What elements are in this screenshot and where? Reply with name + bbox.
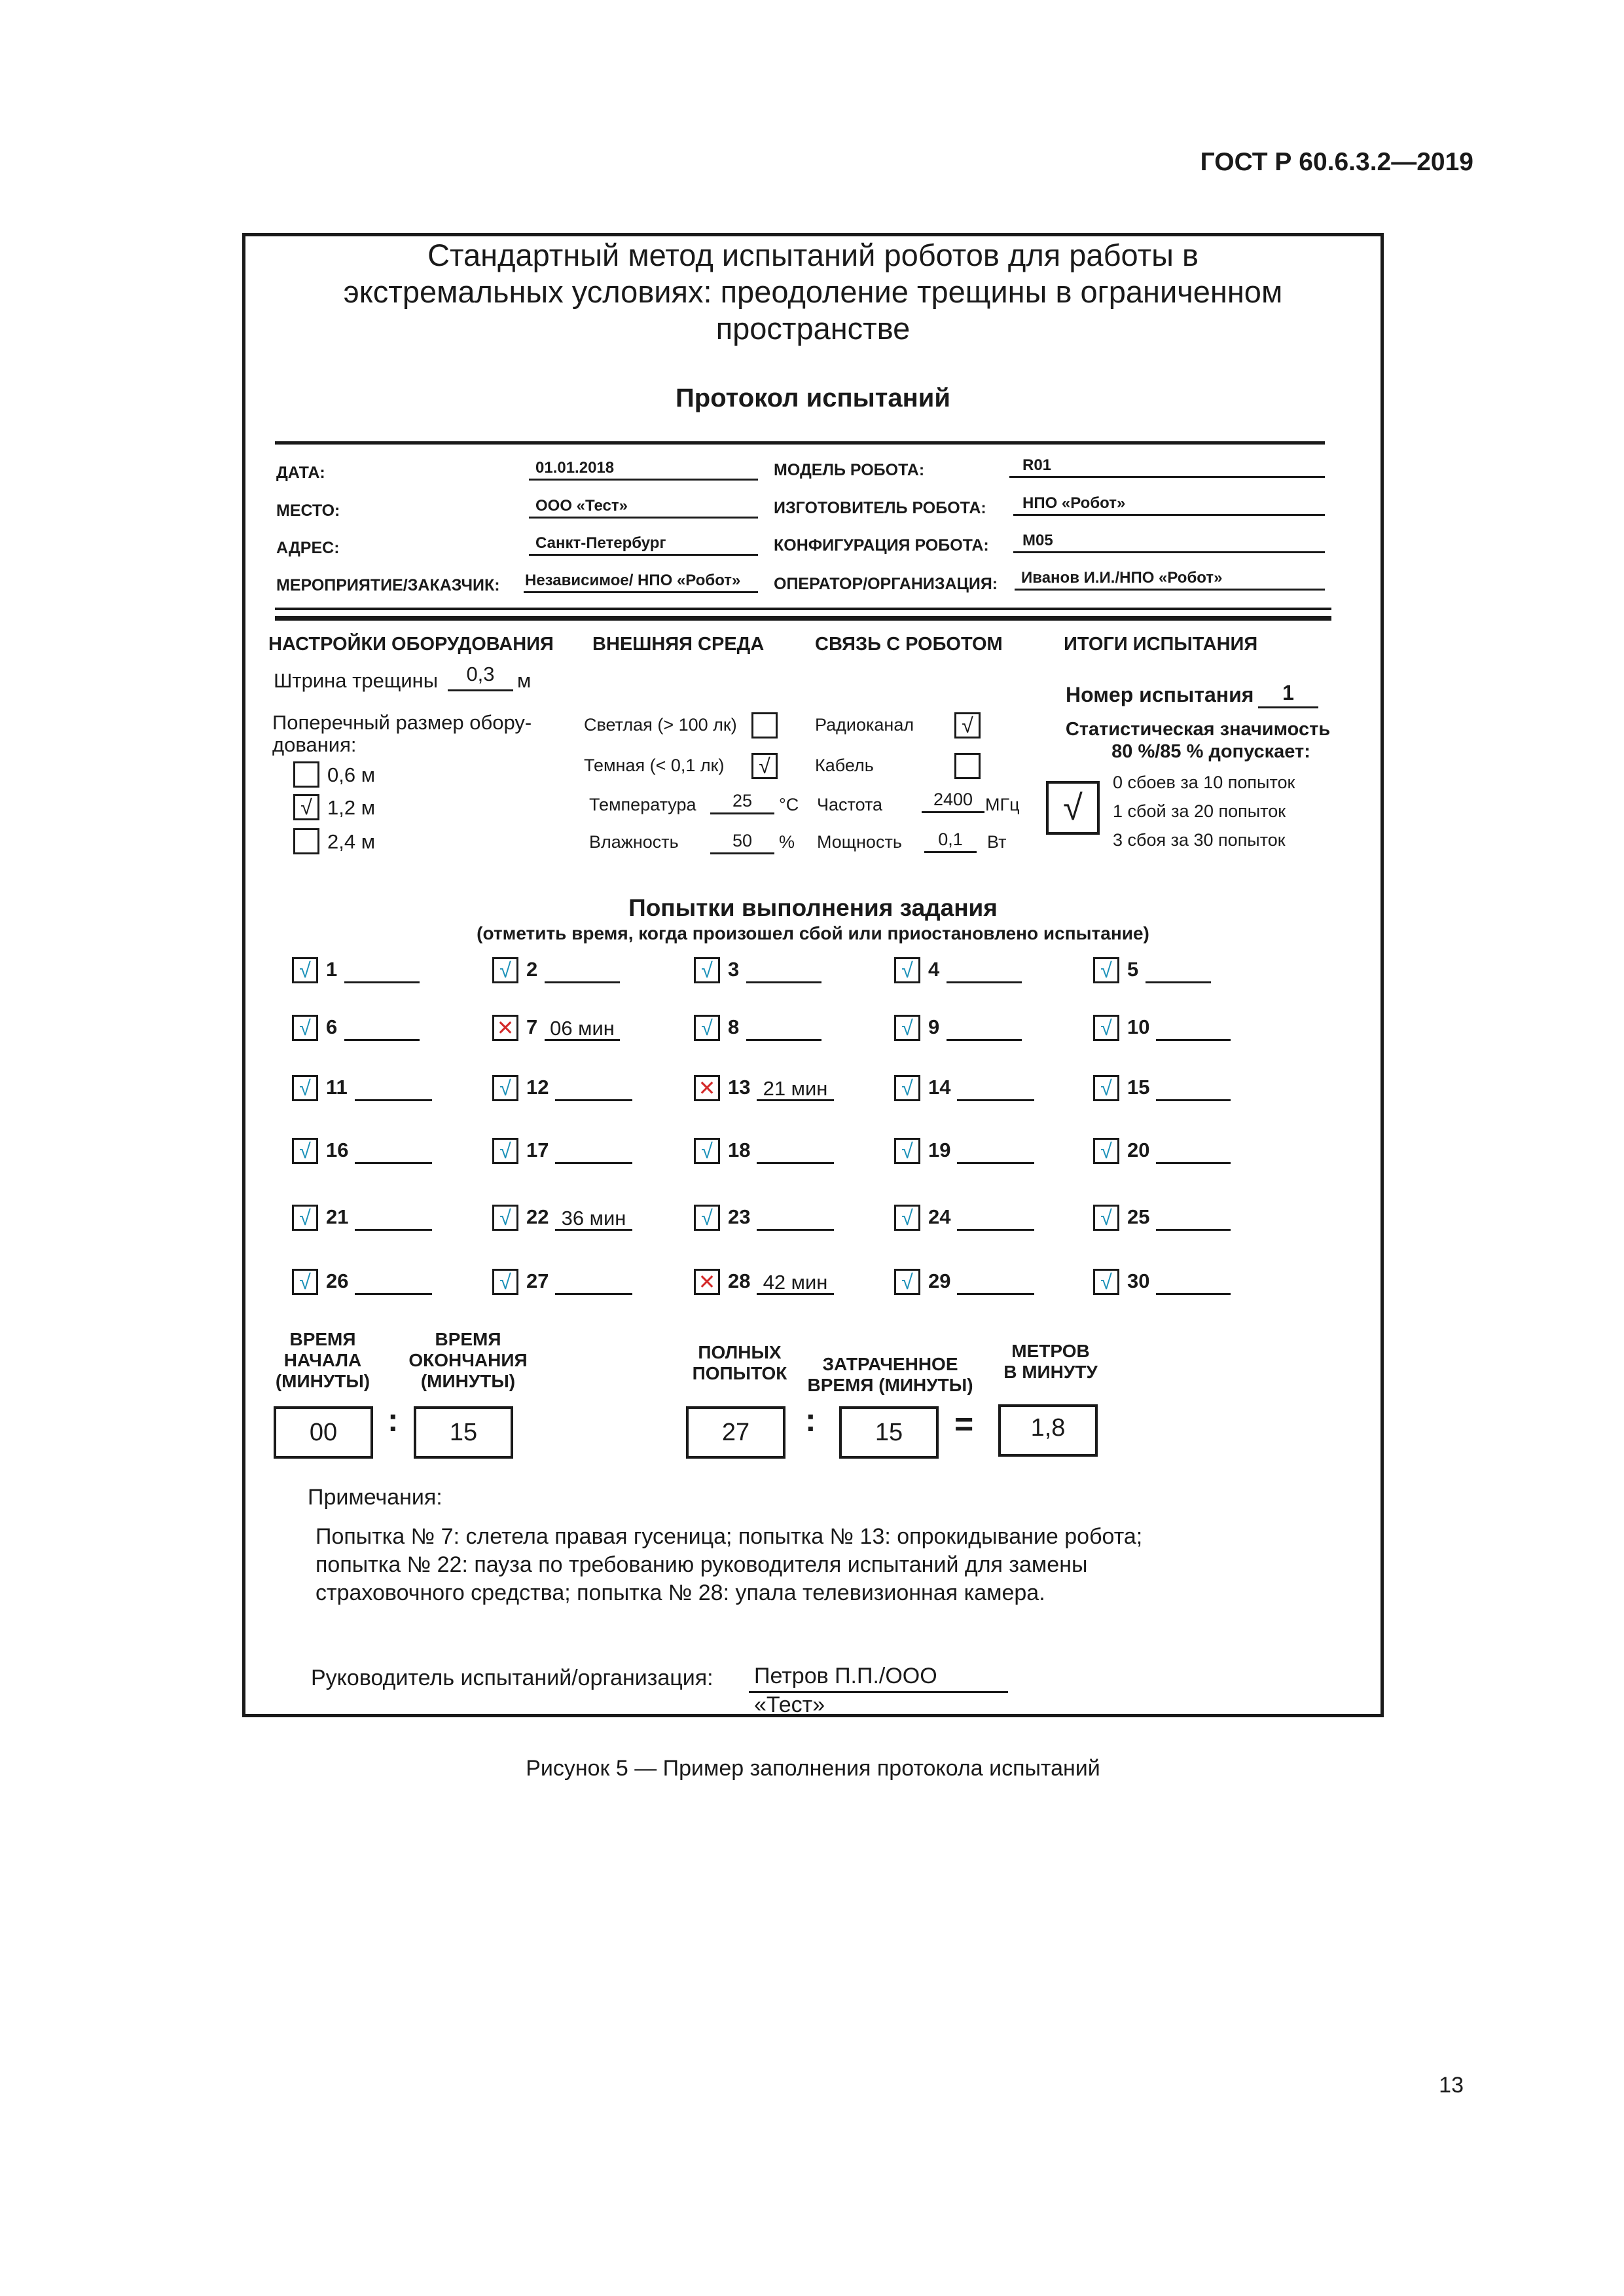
attempt-18-checkbox[interactable]: √ bbox=[694, 1138, 720, 1164]
stat-significance-line1: Статистическая значимость bbox=[1065, 719, 1331, 740]
attempt-14-time-field[interactable] bbox=[957, 1082, 1034, 1101]
meters-per-minute-field[interactable]: 1,8 bbox=[998, 1404, 1098, 1457]
colon-separator: : bbox=[388, 1402, 399, 1438]
maker-label: ИЗГОТОВИТЕЛЬ РОБОТА: bbox=[774, 499, 986, 517]
crack-unit: м bbox=[517, 669, 532, 692]
attempt-25-checkbox[interactable]: √ bbox=[1093, 1205, 1119, 1231]
attempt-13-number: 13 bbox=[728, 1076, 751, 1099]
header-rule bbox=[275, 441, 1325, 445]
attempt-12-number: 12 bbox=[526, 1076, 549, 1099]
attempts-title: Попытки выполнения задания bbox=[628, 894, 998, 921]
attempt-28-time-field[interactable]: 42 мин bbox=[757, 1275, 834, 1295]
attempt-25-number: 25 bbox=[1127, 1205, 1150, 1228]
humidity-field[interactable]: 50 bbox=[710, 831, 774, 854]
humidity-unit: % bbox=[779, 832, 795, 852]
attempt-1-checkbox[interactable]: √ bbox=[292, 957, 318, 983]
attempt-21-number: 21 bbox=[326, 1205, 349, 1228]
size-1-2-checkbox[interactable]: √ bbox=[293, 794, 319, 820]
attempt-7-time-field[interactable]: 06 мин bbox=[545, 1021, 620, 1041]
operator-field[interactable]: Иванов И.И./НПО «Робот» bbox=[1015, 568, 1325, 591]
attempt-9-checkbox[interactable]: √ bbox=[894, 1015, 920, 1041]
attempt-29-checkbox[interactable]: √ bbox=[894, 1269, 920, 1295]
attempt-21-time-field[interactable] bbox=[355, 1211, 432, 1231]
power-label: Мощность bbox=[817, 832, 902, 852]
attempt-3-time-field[interactable] bbox=[746, 964, 821, 983]
crack-width-field[interactable]: 0,3 bbox=[448, 663, 513, 691]
size-1-2-label: 1,2 м bbox=[327, 796, 376, 819]
attempt-15-checkbox[interactable]: √ bbox=[1093, 1075, 1119, 1101]
attempt-26-checkbox[interactable]: √ bbox=[292, 1269, 318, 1295]
attempt-8-checkbox[interactable]: √ bbox=[694, 1015, 720, 1041]
dark-label: Темная (< 0,1 лк) bbox=[584, 756, 725, 775]
light-label: Светлая (> 100 лк) bbox=[584, 715, 737, 735]
frequency-label: Частота bbox=[817, 795, 883, 814]
attempt-28-checkbox[interactable]: ✕ bbox=[694, 1269, 720, 1295]
attempt-1-number: 1 bbox=[326, 958, 338, 981]
light-checkbox[interactable] bbox=[751, 712, 778, 738]
attempt-8-number: 8 bbox=[728, 1015, 740, 1038]
attempts-subtitle: (отметить время, когда произошел сбой или приостановлено испытание) bbox=[477, 923, 1149, 943]
start-time-heading: ВРЕМЯ НАЧАЛА (МИНУТЫ) bbox=[275, 1329, 370, 1391]
attempt-7-number: 7 bbox=[526, 1015, 538, 1038]
address-label: АДРЕС: bbox=[276, 539, 340, 557]
attempt-10-time-field[interactable] bbox=[1156, 1021, 1231, 1041]
place-label: МЕСТО: bbox=[276, 501, 340, 520]
attempt-30-time-field[interactable] bbox=[1156, 1275, 1231, 1295]
attempt-22-time-field[interactable]: 36 мин bbox=[555, 1211, 632, 1231]
attempt-19-time-field[interactable] bbox=[957, 1144, 1034, 1164]
page-number: 13 bbox=[1439, 2073, 1464, 2098]
stat-significance-line2: 80 %/85 % допускает: bbox=[1111, 741, 1310, 762]
place-field[interactable]: ООО «Тест» bbox=[529, 496, 758, 519]
attempt-29-number: 29 bbox=[928, 1269, 951, 1292]
end-time-heading: ВРЕМЯ ОКОНЧАНИЯ (МИНУТЫ) bbox=[408, 1329, 528, 1391]
equipment-heading: НАСТРОЙКИ ОБОРУДОВАНИЯ bbox=[268, 634, 554, 655]
attempt-22-checkbox[interactable]: √ bbox=[492, 1205, 518, 1231]
attempt-4-number: 4 bbox=[928, 958, 940, 981]
stat-option-0: 0 сбоев за 10 попыток bbox=[1113, 773, 1295, 792]
attempt-19-number: 19 bbox=[928, 1139, 951, 1161]
notes-label: Примечания: bbox=[308, 1485, 442, 1510]
attempt-13-time-field[interactable]: 21 мин bbox=[757, 1082, 834, 1101]
attempt-2-checkbox[interactable]: √ bbox=[492, 957, 518, 983]
model-label: МОДЕЛЬ РОБОТА: bbox=[774, 461, 925, 479]
attempt-11-number: 11 bbox=[326, 1076, 348, 1099]
power-field[interactable]: 0,1 bbox=[924, 829, 977, 853]
attempt-15-time-field[interactable] bbox=[1156, 1082, 1231, 1101]
attempt-2-time-field[interactable] bbox=[545, 964, 620, 983]
temperature-unit: °С bbox=[779, 795, 799, 814]
spent-time-heading: ЗАТРАЧЕННОЕ ВРЕМЯ (МИНУТЫ) bbox=[807, 1354, 973, 1395]
start-time-field[interactable]: 00 bbox=[274, 1406, 373, 1459]
test-number-label: Номер испытания bbox=[1066, 683, 1254, 706]
attempt-30-checkbox[interactable]: √ bbox=[1093, 1269, 1119, 1295]
attempt-20-number: 20 bbox=[1127, 1139, 1150, 1161]
radio-checkbox[interactable]: √ bbox=[954, 712, 981, 738]
attempt-15-number: 15 bbox=[1127, 1076, 1150, 1099]
figure-caption: Рисунок 5 — Пример заполнения протокола испытаний bbox=[526, 1756, 1100, 1781]
date-label: ДАТА: bbox=[276, 464, 325, 482]
attempt-20-checkbox[interactable]: √ bbox=[1093, 1138, 1119, 1164]
attempt-5-number: 5 bbox=[1127, 958, 1139, 981]
attempt-27-time-field[interactable] bbox=[555, 1275, 632, 1295]
attempt-5-time-field[interactable] bbox=[1146, 964, 1211, 983]
config-label: КОНФИГУРАЦИЯ РОБОТА: bbox=[774, 536, 989, 555]
attempt-27-checkbox[interactable]: √ bbox=[492, 1269, 518, 1295]
maker-field[interactable]: НПО «Робот» bbox=[1013, 494, 1325, 516]
attempt-14-number: 14 bbox=[928, 1076, 951, 1099]
results-heading: ИТОГИ ИСПЫТАНИЯ bbox=[1064, 634, 1258, 655]
event-label: МЕРОПРИЯТИЕ/ЗАКАЗЧИК: bbox=[276, 576, 500, 594]
size-0-6-checkbox[interactable] bbox=[293, 761, 319, 788]
supervisor-field[interactable]: Петров П.П./ООО «Тест» bbox=[749, 1662, 1008, 1693]
attempt-8-time-field[interactable] bbox=[746, 1021, 821, 1041]
attempt-2-number: 2 bbox=[526, 958, 538, 981]
attempt-22-number: 22 bbox=[526, 1205, 549, 1228]
attempt-10-checkbox[interactable]: √ bbox=[1093, 1015, 1119, 1041]
attempt-1-time-field[interactable] bbox=[344, 964, 420, 983]
attempt-6-checkbox[interactable]: √ bbox=[292, 1015, 318, 1041]
attempt-5-checkbox[interactable]: √ bbox=[1093, 957, 1119, 983]
address-field[interactable]: Санкт-Петербург bbox=[529, 534, 758, 556]
power-unit: Вт bbox=[987, 832, 1007, 852]
attempt-24-checkbox[interactable]: √ bbox=[894, 1205, 920, 1231]
attempt-9-time-field[interactable] bbox=[947, 1021, 1022, 1041]
attempt-20-time-field[interactable] bbox=[1156, 1144, 1231, 1164]
attempt-27-number: 27 bbox=[526, 1269, 549, 1292]
equals-sign: = bbox=[954, 1406, 974, 1442]
attempt-26-time-field[interactable] bbox=[355, 1275, 432, 1295]
attempt-25-time-field[interactable] bbox=[1156, 1211, 1231, 1231]
operator-label: ОПЕРАТОР/ОРГАНИЗАЦИЯ: bbox=[774, 575, 998, 593]
attempt-11-checkbox[interactable]: √ bbox=[292, 1075, 318, 1101]
attempt-17-checkbox[interactable]: √ bbox=[492, 1138, 518, 1164]
attempt-6-number: 6 bbox=[326, 1015, 338, 1038]
cable-checkbox[interactable] bbox=[954, 753, 981, 779]
attempt-18-number: 18 bbox=[728, 1139, 751, 1161]
attempt-17-time-field[interactable] bbox=[555, 1144, 632, 1164]
attempt-26-number: 26 bbox=[326, 1269, 349, 1292]
end-time-field[interactable]: 15 bbox=[414, 1406, 513, 1459]
event-field[interactable]: Независимое/ НПО «Робот» bbox=[524, 571, 758, 593]
attempt-7-checkbox[interactable]: ✕ bbox=[492, 1015, 518, 1041]
attempt-12-time-field[interactable] bbox=[555, 1082, 632, 1101]
spent-time-field[interactable]: 15 bbox=[839, 1406, 939, 1459]
attempt-23-time-field[interactable] bbox=[757, 1211, 834, 1231]
protocol-subtitle: Протокол испытаний bbox=[676, 384, 950, 412]
double-rule-top bbox=[275, 608, 1331, 610]
radio-label: Радиоканал bbox=[815, 715, 914, 735]
attempt-23-checkbox[interactable]: √ bbox=[694, 1205, 720, 1231]
attempt-16-number: 16 bbox=[326, 1139, 349, 1161]
attempt-18-time-field[interactable] bbox=[757, 1144, 834, 1164]
date-field[interactable]: 01.01.2018 bbox=[529, 458, 758, 481]
full-attempts-field[interactable]: 27 bbox=[686, 1406, 785, 1459]
attempt-4-checkbox[interactable]: √ bbox=[894, 957, 920, 983]
test-number-field[interactable]: 1 bbox=[1258, 681, 1318, 708]
temperature-label: Температура bbox=[589, 795, 696, 814]
standard-number: ГОСТ Р 60.6.3.2—2019 bbox=[1200, 148, 1473, 176]
attempt-11-time-field[interactable] bbox=[355, 1082, 432, 1101]
stat-option-1: 1 сбой за 20 попыток bbox=[1113, 801, 1286, 821]
attempt-24-time-field[interactable] bbox=[957, 1211, 1034, 1231]
attempt-23-number: 23 bbox=[728, 1205, 751, 1228]
stat-significance-checkbox[interactable]: √ bbox=[1046, 781, 1100, 835]
environment-heading: ВНЕШНЯЯ СРЕДА bbox=[592, 634, 765, 655]
frequency-unit: МГц bbox=[985, 795, 1020, 814]
crack-label: Штрина трещины bbox=[274, 669, 439, 692]
attempt-9-number: 9 bbox=[928, 1015, 940, 1038]
temperature-field[interactable]: 25 bbox=[710, 791, 774, 814]
model-field[interactable]: R01 bbox=[1009, 456, 1325, 478]
attempt-14-checkbox[interactable]: √ bbox=[894, 1075, 920, 1101]
notes-text: Попытка № 7: слетела правая гусеница; попытка № 13: опрокидывание робота; попытка № 22: пауза по требованию руководителя испытаний для замены страховочного средства; попытка № 28: упала телевизионная камера. bbox=[316, 1524, 1143, 1605]
protocol-title: Стандартный метод испытаний роботов для работы в экстремальных условиях: преодоление трещины в ограниченном пространстве bbox=[343, 238, 1283, 346]
size-label-line2: дования: bbox=[272, 733, 357, 756]
meters-per-minute-heading: МЕТРОВ В МИНУТУ bbox=[1003, 1341, 1098, 1382]
attempt-17-number: 17 bbox=[526, 1139, 549, 1161]
attempt-21-checkbox[interactable]: √ bbox=[292, 1205, 318, 1231]
humidity-label: Влажность bbox=[589, 832, 679, 852]
size-2-4-checkbox[interactable] bbox=[293, 828, 319, 854]
size-0-6-label: 0,6 м bbox=[327, 763, 376, 786]
comms-heading: СВЯЗЬ С РОБОТОМ bbox=[815, 634, 1003, 655]
dark-checkbox[interactable]: √ bbox=[751, 753, 778, 779]
attempt-30-number: 30 bbox=[1127, 1269, 1150, 1292]
double-rule-bottom bbox=[275, 616, 1331, 621]
attempt-3-checkbox[interactable]: √ bbox=[694, 957, 720, 983]
full-attempts-heading: ПОЛНЫХ ПОПЫТОК bbox=[692, 1342, 787, 1383]
attempt-4-time-field[interactable] bbox=[947, 964, 1022, 983]
attempt-19-checkbox[interactable]: √ bbox=[894, 1138, 920, 1164]
attempt-16-checkbox[interactable]: √ bbox=[292, 1138, 318, 1164]
supervisor-label: Руководитель испытаний/организация: bbox=[311, 1666, 713, 1690]
colon-separator-2: : bbox=[805, 1402, 816, 1438]
stat-option-2: 3 сбоя за 30 попыток bbox=[1113, 830, 1286, 850]
attempt-12-checkbox[interactable]: √ bbox=[492, 1075, 518, 1101]
attempt-24-number: 24 bbox=[928, 1205, 951, 1228]
cable-label: Кабель bbox=[815, 756, 874, 775]
config-field[interactable]: М05 bbox=[1013, 531, 1325, 553]
attempt-28-number: 28 bbox=[728, 1269, 751, 1292]
frequency-field[interactable]: 2400 bbox=[922, 790, 984, 813]
attempt-29-time-field[interactable] bbox=[957, 1275, 1034, 1295]
size-2-4-label: 2,4 м bbox=[327, 830, 376, 853]
attempt-3-number: 3 bbox=[728, 958, 740, 981]
attempt-10-number: 10 bbox=[1127, 1015, 1150, 1038]
size-label-line1: Поперечный размер обору- bbox=[272, 711, 532, 734]
attempt-6-time-field[interactable] bbox=[344, 1021, 420, 1041]
attempt-16-time-field[interactable] bbox=[355, 1144, 432, 1164]
attempt-13-checkbox[interactable]: ✕ bbox=[694, 1075, 720, 1101]
